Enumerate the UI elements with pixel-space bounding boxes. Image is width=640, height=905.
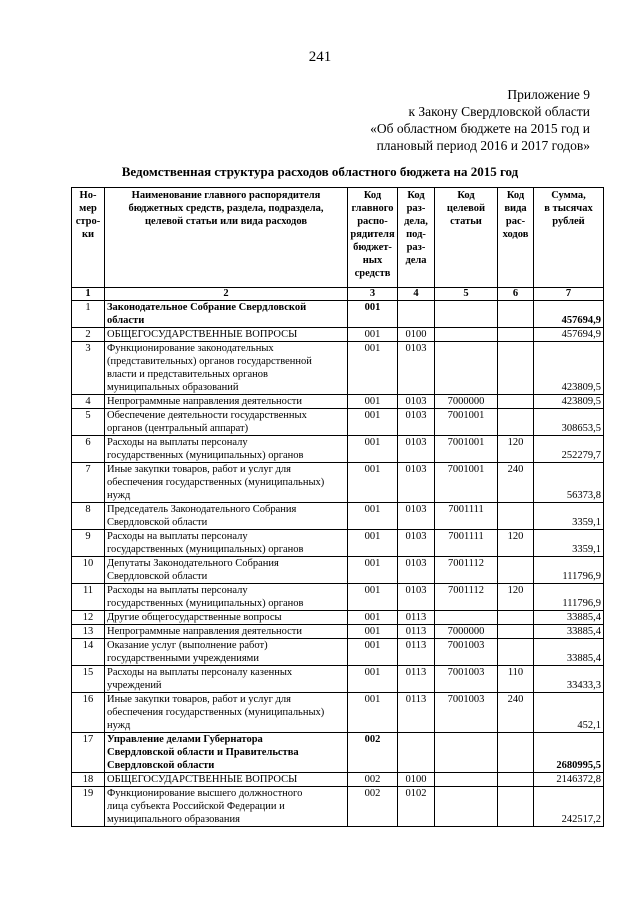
item-name-line: обеспечения государственных (муниципальных) — [107, 707, 325, 718]
sum-value: 452,1 — [534, 693, 604, 733]
item-name — [105, 787, 348, 827]
target-code: 7001112 — [435, 584, 498, 611]
item-name-line: учреждений — [107, 680, 162, 691]
admin-code: 001 — [348, 625, 398, 639]
expense-type-code: 240 — [498, 693, 534, 733]
item-name-line: Управление делами Губернатора — [107, 734, 263, 745]
item-name-line: Законодательное Собрание Свердловской — [107, 302, 307, 313]
row-number: 3 — [72, 342, 105, 395]
item-name-line: Председатель Законодательного Собрания — [107, 504, 297, 515]
target-code: 7001003 — [435, 693, 498, 733]
sum-value: 33885,4 — [534, 639, 604, 666]
row-number: 17 — [72, 733, 105, 773]
column-index-cell: 3 — [348, 288, 398, 301]
section-code: 0103 — [398, 463, 435, 503]
sum-value: 33885,4 — [534, 625, 604, 639]
header-line: Код — [457, 190, 475, 201]
column-index-cell: 4 — [398, 288, 435, 301]
section-code: 0103 — [398, 557, 435, 584]
header-line: ходов — [502, 229, 529, 240]
sum-value: 111796,9 — [534, 584, 604, 611]
table-row — [72, 625, 604, 639]
table-row — [72, 503, 604, 530]
header-line: рас- — [505, 216, 526, 227]
item-name — [105, 463, 348, 503]
expense-type-code: 110 — [498, 666, 534, 693]
row-number: 14 — [72, 639, 105, 666]
item-name-line: Оказание услуг (выполнение работ) — [107, 640, 268, 651]
item-name-line: области — [107, 315, 145, 326]
row-number: 9 — [72, 530, 105, 557]
table-row — [72, 409, 604, 436]
table-row — [72, 584, 604, 611]
item-name-line: Свердловской области и Правительства — [107, 747, 299, 758]
header-row — [72, 188, 604, 288]
item-name-line: Непрограммные направления деятельности — [107, 396, 303, 407]
item-name-line: Иные закупки товаров, работ и услуг для — [107, 464, 291, 475]
sum-value: 457694,9 — [534, 301, 604, 328]
item-name — [105, 557, 348, 584]
row-number: 7 — [72, 463, 105, 503]
item-name — [105, 342, 348, 395]
item-name-line: Расходы на выплаты персоналу — [107, 531, 248, 542]
admin-code-header — [348, 188, 398, 288]
column-index-cell: 7 — [534, 288, 604, 301]
table-row — [72, 395, 604, 409]
sum-value: 242517,2 — [534, 787, 604, 827]
row-number: 6 — [72, 436, 105, 463]
target-code — [435, 342, 498, 395]
page-number: 241 — [308, 49, 332, 65]
column-index-row — [72, 288, 604, 301]
item-name — [105, 625, 348, 639]
section-code-header — [398, 188, 435, 288]
item-name — [105, 436, 348, 463]
row-number: 13 — [72, 625, 105, 639]
row-number: 15 — [72, 666, 105, 693]
item-name — [105, 733, 348, 773]
table-row — [72, 557, 604, 584]
section-code: 0113 — [398, 693, 435, 733]
header-line: Сумма, — [551, 190, 586, 201]
admin-code: 002 — [348, 733, 398, 773]
item-name-line: Депутаты Законодательного Собрания — [107, 558, 279, 569]
item-name-line: (представительных) органов государственной — [107, 356, 312, 367]
item-name — [105, 611, 348, 625]
admin-code: 001 — [348, 436, 398, 463]
header-line: главного — [351, 203, 394, 214]
item-name — [105, 328, 348, 342]
expense-type-code: 120 — [498, 530, 534, 557]
header-line: Код — [506, 190, 525, 201]
expense-type-code — [498, 625, 534, 639]
target-code: 7000000 — [435, 625, 498, 639]
item-name — [105, 639, 348, 666]
item-name-line: государственными учреждениями — [107, 653, 259, 664]
item-name-line: Функционирование высшего должностного — [107, 788, 303, 799]
expense-type-code — [498, 787, 534, 827]
row-number: 12 — [72, 611, 105, 625]
appendix-header — [370, 86, 590, 154]
header-line: рублей — [552, 216, 585, 227]
admin-code: 001 — [348, 463, 398, 503]
table-body — [72, 301, 604, 827]
item-name-line: Обеспечение деятельности государственных — [107, 410, 307, 421]
row-number: 1 — [72, 301, 105, 328]
section-code: 0102 — [398, 787, 435, 827]
name-header — [105, 188, 348, 288]
sum-value: 33433,3 — [534, 666, 604, 693]
header-line: дела — [405, 255, 427, 266]
target-code — [435, 328, 498, 342]
column-index-cell: 1 — [72, 288, 105, 301]
header-line: ных — [362, 255, 383, 266]
expense-type-code — [498, 328, 534, 342]
header-line: под- — [406, 229, 426, 240]
table-row — [72, 666, 604, 693]
item-name-line: ОБЩЕГОСУДАРСТВЕННЫЕ ВОПРОСЫ — [107, 329, 298, 340]
expense-type-code — [498, 773, 534, 787]
column-index-cell: 2 — [105, 288, 348, 301]
expense-type-header — [498, 188, 534, 288]
section-code: 0113 — [398, 666, 435, 693]
sum-value: 3359,1 — [534, 530, 604, 557]
sum-value: 423809,5 — [534, 342, 604, 395]
item-name-line: власти и представительных органов — [107, 369, 268, 380]
table-row — [72, 436, 604, 463]
section-code: 0103 — [398, 530, 435, 557]
sum-value: 2146372,8 — [534, 773, 604, 787]
header-line: средств — [354, 268, 391, 279]
expense-type-code — [498, 342, 534, 395]
sum-value: 33885,4 — [534, 611, 604, 625]
section-code: 0113 — [398, 639, 435, 666]
item-name-line: Иные закупки товаров, работ и услуг для — [107, 694, 291, 705]
header-line: распо- — [357, 216, 388, 227]
expense-type-code — [498, 409, 534, 436]
item-name-line: Расходы на выплаты персоналу — [107, 585, 248, 596]
target-code — [435, 301, 498, 328]
header-line: рядителя — [350, 229, 395, 240]
sum-value: 3359,1 — [534, 503, 604, 530]
item-name-line: государственных (муниципальных) органов — [107, 450, 304, 461]
row-number-header — [72, 188, 105, 288]
budget-table — [71, 187, 604, 827]
target-code: 7001001 — [435, 436, 498, 463]
header-line: в тысячах — [544, 203, 593, 214]
header-line: бюджет- — [353, 242, 392, 253]
section-code: 0103 — [398, 584, 435, 611]
header-line: стро- — [75, 216, 101, 227]
item-name — [105, 409, 348, 436]
sum-value: 308653,5 — [534, 409, 604, 436]
item-name — [105, 530, 348, 557]
item-name-line: государственных (муниципальных) органов — [107, 544, 304, 555]
header-line: бюджетных средств, раздела, подраздела, — [128, 203, 324, 214]
header-line: Наименование главного распорядителя — [131, 190, 321, 201]
table-row — [72, 301, 604, 328]
item-name-line: государственных (муниципальных) органов — [107, 598, 304, 609]
admin-code: 001 — [348, 395, 398, 409]
table-row — [72, 611, 604, 625]
section-code — [398, 733, 435, 773]
table-row — [72, 733, 604, 773]
admin-code: 001 — [348, 611, 398, 625]
sum-header — [534, 188, 604, 288]
header-line: вида — [504, 203, 527, 214]
expense-type-code — [498, 503, 534, 530]
header-line: раз- — [406, 203, 426, 214]
section-code: 0103 — [398, 503, 435, 530]
row-number: 16 — [72, 693, 105, 733]
section-code: 0113 — [398, 625, 435, 639]
item-name — [105, 503, 348, 530]
admin-code: 001 — [348, 409, 398, 436]
item-name-line: муниципального образования — [107, 814, 240, 825]
row-number: 8 — [72, 503, 105, 530]
target-code: 7001001 — [435, 463, 498, 503]
admin-code: 001 — [348, 693, 398, 733]
item-name — [105, 584, 348, 611]
sum-value: 252279,7 — [534, 436, 604, 463]
target-code: 7001003 — [435, 666, 498, 693]
row-number: 10 — [72, 557, 105, 584]
section-code: 0103 — [398, 409, 435, 436]
expense-type-code — [498, 733, 534, 773]
sum-value: 457694,9 — [534, 328, 604, 342]
column-index-cell: 5 — [435, 288, 498, 301]
header-line: Код — [363, 190, 382, 201]
table-row — [72, 530, 604, 557]
item-name-line: Свердловской области — [107, 517, 208, 528]
expense-type-code: 120 — [498, 584, 534, 611]
appendix-line: плановый период 2016 и 2017 годов» — [376, 138, 590, 153]
row-number: 19 — [72, 787, 105, 827]
table-row — [72, 342, 604, 395]
admin-code: 001 — [348, 584, 398, 611]
header-line: Но- — [79, 190, 97, 201]
target-code-header — [435, 188, 498, 288]
section-code: 0100 — [398, 773, 435, 787]
item-name-line: Расходы на выплаты персоналу казенных — [107, 667, 293, 678]
section-code: 0103 — [398, 436, 435, 463]
item-name — [105, 773, 348, 787]
target-code — [435, 733, 498, 773]
admin-code: 001 — [348, 639, 398, 666]
row-number: 5 — [72, 409, 105, 436]
item-name-line: нужд — [107, 490, 131, 501]
admin-code: 002 — [348, 773, 398, 787]
table-row — [72, 463, 604, 503]
item-name-line: Расходы на выплаты персоналу — [107, 437, 248, 448]
item-name-line: муниципальных образований — [107, 382, 239, 393]
expense-type-code: 240 — [498, 463, 534, 503]
table-row — [72, 639, 604, 666]
admin-code: 001 — [348, 666, 398, 693]
column-index-cell: 6 — [498, 288, 534, 301]
item-name-line: Непрограммные направления деятельности — [107, 626, 303, 637]
section-code: 0100 — [398, 328, 435, 342]
admin-code: 001 — [348, 301, 398, 328]
section-code: 0103 — [398, 342, 435, 395]
section-code — [398, 301, 435, 328]
header-line: мер — [79, 203, 97, 214]
item-name — [105, 395, 348, 409]
header-line: раз- — [406, 242, 426, 253]
item-name-line: обеспечения государственных (муниципальных) — [107, 477, 325, 488]
expense-type-code: 120 — [498, 436, 534, 463]
admin-code: 002 — [348, 787, 398, 827]
row-number: 4 — [72, 395, 105, 409]
expense-type-code — [498, 639, 534, 666]
item-name-line: Другие общегосударственные вопросы — [107, 612, 282, 623]
item-name-line: лица субъекта Российской Федерации и — [107, 801, 285, 812]
header-line: целевой статьи или вида расходов — [145, 216, 307, 227]
section-code: 0103 — [398, 395, 435, 409]
sum-value: 2680995,5 — [534, 733, 604, 773]
admin-code: 001 — [348, 328, 398, 342]
target-code: 7001111 — [435, 530, 498, 557]
expense-type-code — [498, 301, 534, 328]
row-number: 11 — [72, 584, 105, 611]
table-row — [72, 787, 604, 827]
item-name-line: Функционирование законодательных — [107, 343, 274, 354]
table-row — [72, 773, 604, 787]
admin-code: 001 — [348, 530, 398, 557]
header-line: Код — [407, 190, 425, 201]
item-name — [105, 693, 348, 733]
target-code — [435, 773, 498, 787]
expense-type-code — [498, 611, 534, 625]
admin-code: 001 — [348, 342, 398, 395]
header-line: целевой — [446, 203, 486, 214]
admin-code: 001 — [348, 503, 398, 530]
item-name — [105, 301, 348, 328]
sum-value: 111796,9 — [534, 557, 604, 584]
table-row — [72, 693, 604, 733]
row-number: 18 — [72, 773, 105, 787]
item-name-line: ОБЩЕГОСУДАРСТВЕННЫЕ ВОПРОСЫ — [107, 774, 298, 785]
target-code: 7001001 — [435, 409, 498, 436]
sum-value: 423809,5 — [534, 395, 604, 409]
target-code — [435, 787, 498, 827]
appendix-line: «Об областном бюджете на 2015 год и — [370, 121, 590, 136]
appendix-line: Приложение 9 — [507, 87, 590, 102]
target-code: 7001003 — [435, 639, 498, 666]
item-name — [105, 666, 348, 693]
item-name-line: органов (центральный аппарат) — [107, 423, 249, 434]
header-line: ки — [81, 229, 95, 240]
target-code: 7001112 — [435, 557, 498, 584]
target-code — [435, 611, 498, 625]
item-name-line: Свердловской области — [107, 760, 215, 771]
table-row — [72, 328, 604, 342]
target-code: 7000000 — [435, 395, 498, 409]
item-name-line: нужд — [107, 720, 131, 731]
expense-type-code — [498, 557, 534, 584]
table-title: Ведомственная структура расходов областного бюджета на 2015 год — [121, 164, 519, 179]
expense-type-code — [498, 395, 534, 409]
row-number: 2 — [72, 328, 105, 342]
item-name-line: Свердловской области — [107, 571, 208, 582]
sum-value: 56373,8 — [534, 463, 604, 503]
header-line: статьи — [450, 216, 482, 227]
section-code: 0113 — [398, 611, 435, 625]
appendix-line: к Закону Свердловской области — [408, 104, 590, 119]
target-code: 7001111 — [435, 503, 498, 530]
header-line: дела, — [404, 216, 428, 227]
admin-code: 001 — [348, 557, 398, 584]
